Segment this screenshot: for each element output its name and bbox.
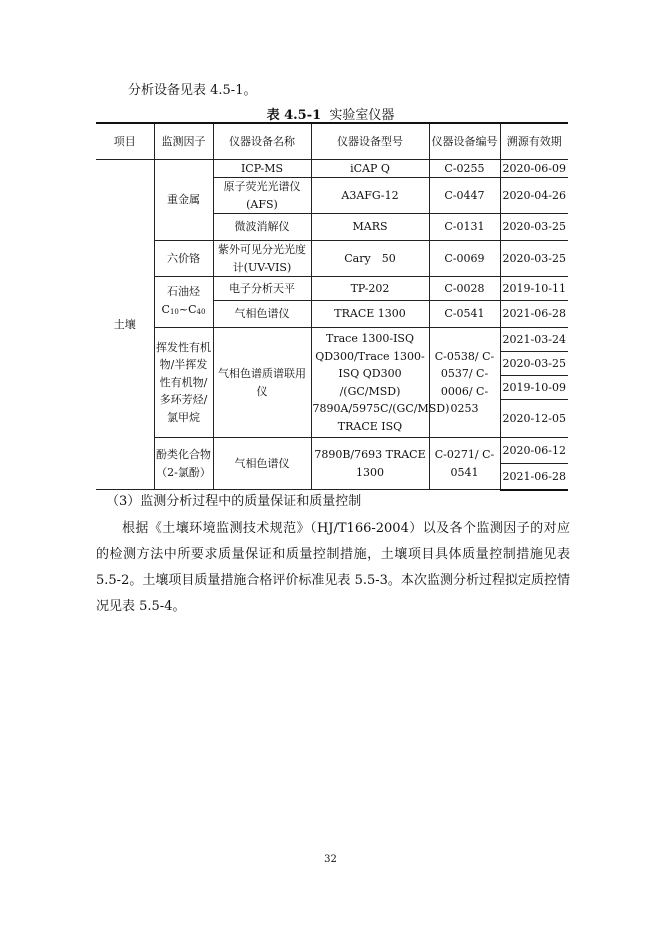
instrument-model: 7890B/7693 TRACE 1300 <box>311 438 429 490</box>
table-header-row <box>96 123 568 159</box>
factor-cell: 挥发性有机物/半挥发性有机物/多环芳烃/氯甲烷 <box>154 328 213 438</box>
instrument-code: C-0541 <box>429 301 500 328</box>
table-row <box>96 159 568 178</box>
instrument-code: C-0028 <box>429 277 500 301</box>
table-caption-number: 表 4.5-1 <box>266 108 322 123</box>
calibration-date: 2020-06-09 <box>500 159 568 178</box>
calibration-date: 2021-06-28 <box>500 464 568 490</box>
factor-line: 石油烃 <box>167 285 200 298</box>
instrument-model: TRACE 1300 <box>311 301 429 328</box>
instrument-code: C-0271/ C-0541 <box>429 438 500 490</box>
instrument-model: iCAP Q <box>311 159 429 178</box>
project-cell: 土壤 <box>96 159 154 490</box>
factor-cell: 重金属 <box>154 159 213 241</box>
instrument-model: Cary 50 <box>311 241 429 277</box>
table-row <box>96 438 568 464</box>
equipment-table <box>96 122 568 491</box>
calibration-date: 2019-10-09 <box>500 376 568 400</box>
instrument-code: C-0131 <box>429 214 500 241</box>
instrument-model: Trace 1300-ISQ QD300/Trace 1300-ISQ QD300 /(GC/MSD) 7890A/5975C/(GC/MSD) TRACE ISQ <box>311 328 429 438</box>
intro-text: 分析设备见表 4.5-1。 <box>128 83 257 98</box>
page-number: 32 <box>324 854 337 865</box>
header-model: 仪器设备型号 <box>311 123 429 159</box>
instrument-name: 原子荧光光谱仪(AFS) <box>213 178 311 214</box>
instrument-name: 气相色谱质谱联用仪 <box>213 328 311 438</box>
calibration-date: 2020-03-25 <box>500 241 568 277</box>
calibration-date: 2020-03-25 <box>500 214 568 241</box>
instrument-code: C-0447 <box>429 178 500 214</box>
calibration-date: 2021-06-28 <box>500 301 568 328</box>
table-row <box>96 328 568 352</box>
calibration-date: 2021-03-24 <box>500 328 568 352</box>
instrument-code: C-0069 <box>429 241 500 277</box>
header-factor: 监测因子 <box>154 123 213 159</box>
factor-cell <box>154 277 213 328</box>
instrument-name: 电子分析天平 <box>213 277 311 301</box>
calibration-date: 2020-04-26 <box>500 178 568 214</box>
instrument-model: TP-202 <box>311 277 429 301</box>
calibration-date: 2019-10-11 <box>500 277 568 301</box>
instrument-name: ICP-MS <box>213 159 311 178</box>
instrument-name: 气相色谱仪 <box>213 301 311 328</box>
instrument-model: A3AFG-12 <box>311 178 429 214</box>
calibration-date: 2020-03-25 <box>500 352 568 376</box>
table-row <box>96 277 568 301</box>
instrument-model: MARS <box>311 214 429 241</box>
instrument-name: 气相色谱仪 <box>213 438 311 490</box>
table-caption <box>0 104 661 123</box>
body-paragraph: 根据《土壤环境监测技术规范》（HJ/T166-2004）以及各个监测因子的对应的检测方法中所要求质量保证和质量控制措施，土壤项目具体质量控制措施见表 5.5-2。土壤项目质量措施合格评价标准见表 5.5-3。本次监测分析过程拟定质控情况见表 5.5-4。 <box>96 521 570 614</box>
calibration-date: 2020-06-12 <box>500 438 568 464</box>
header-date: 溯源有效期 <box>500 123 568 159</box>
instrument-name: 微波消解仪 <box>213 214 311 241</box>
calibration-date: 2020-12-05 <box>500 400 568 438</box>
factor-cell: 六价铬 <box>154 241 213 277</box>
factor-formula: C10~C40 <box>161 302 206 316</box>
header-project: 项目 <box>96 123 154 159</box>
instrument-name: 紫外可见分光光度计(UV-VIS) <box>213 241 311 277</box>
instrument-code: C-0255 <box>429 159 500 178</box>
section-heading: （3）监测分析过程中的质量保证和质量控制 <box>106 494 362 509</box>
instrument-code: C-0538/ C-0537/ C-0006/ C-0253 <box>429 328 500 438</box>
header-code: 仪器设备编号 <box>429 123 500 159</box>
table-caption-title: 实验室仪器 <box>329 108 395 123</box>
factor-cell: 酚类化合物（2-氯酚） <box>154 438 213 490</box>
header-name: 仪器设备名称 <box>213 123 311 159</box>
table-row <box>96 241 568 277</box>
